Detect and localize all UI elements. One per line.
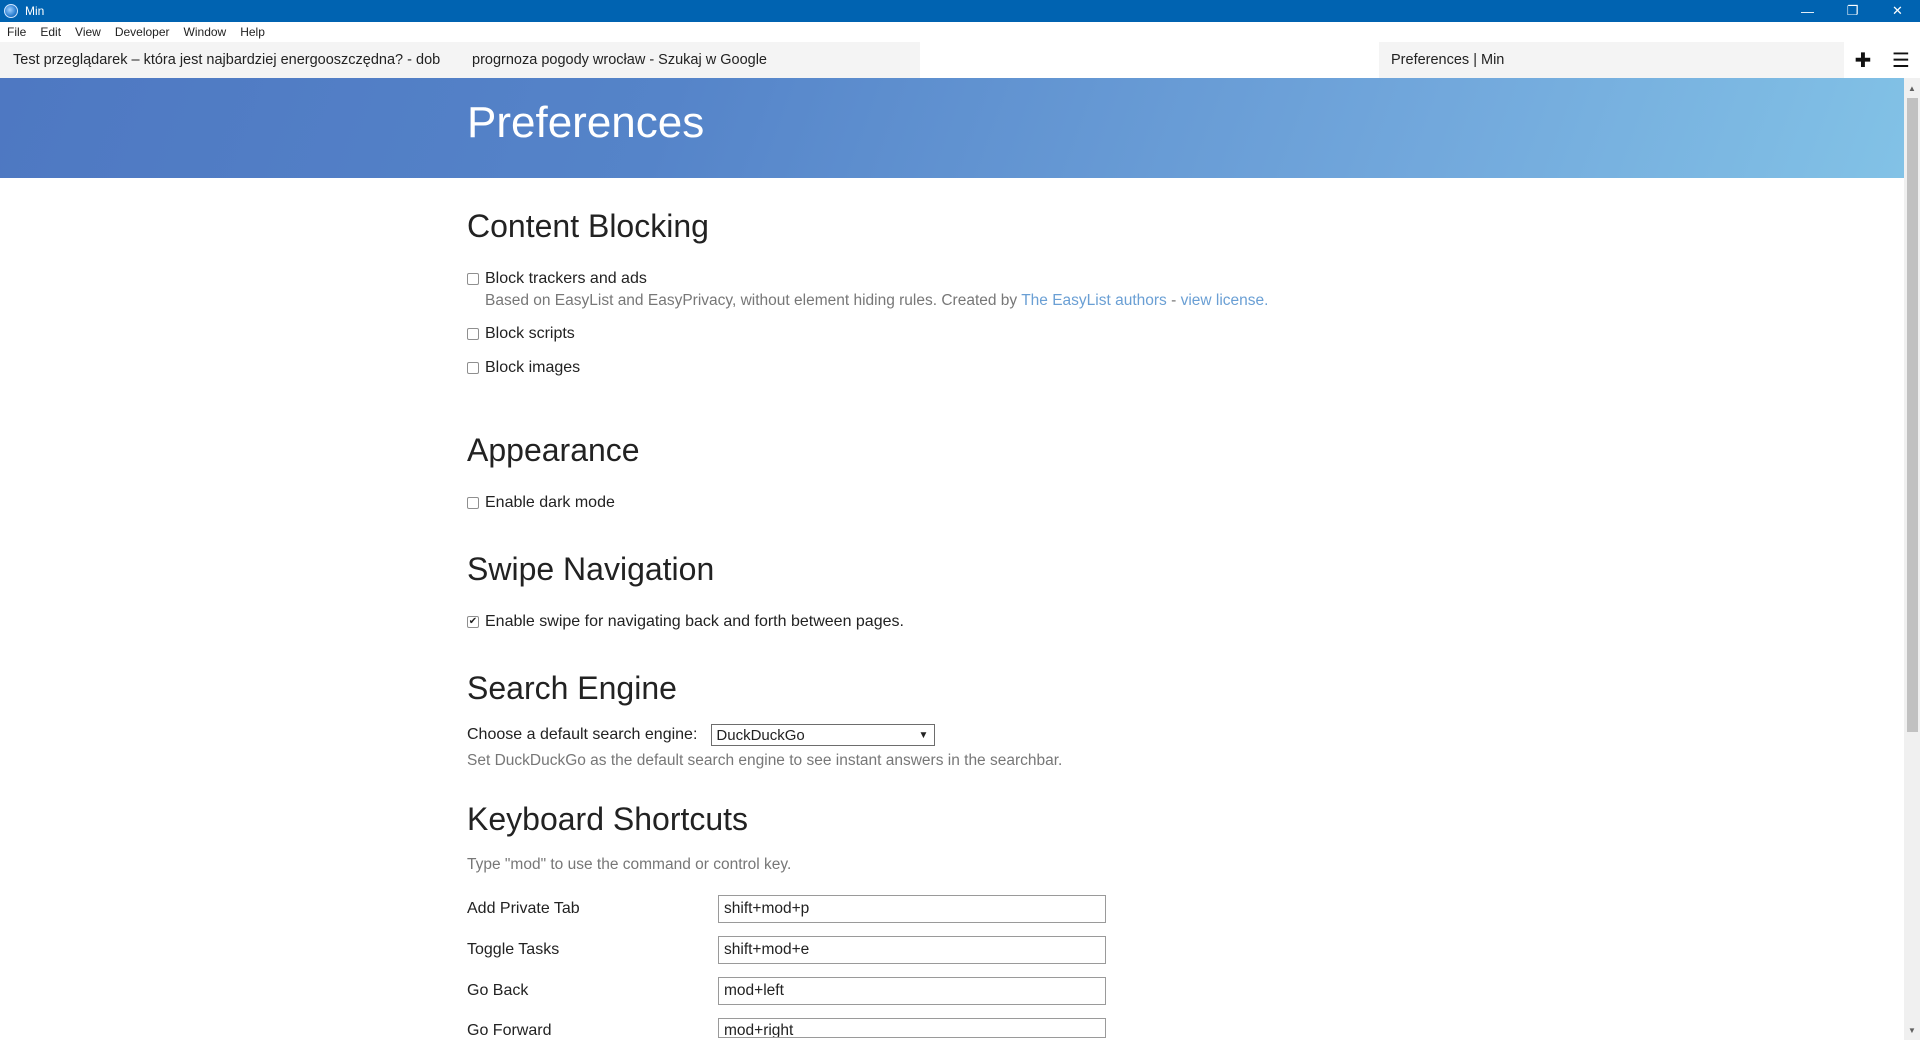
block-images-row[interactable] (467, 359, 580, 377)
dark-mode-row[interactable] (467, 494, 615, 512)
dark-mode-label: Enable dark mode (485, 494, 615, 511)
shortcut-label-add-private-tab: Add Private Tab (467, 900, 580, 917)
chevron-down-icon: ▼ (918, 729, 929, 741)
menu-window[interactable]: Window (183, 25, 227, 39)
appearance-heading: Appearance (467, 432, 640, 468)
tab-preferences[interactable]: Preferences | Min (1391, 52, 1505, 68)
shortcut-input-toggle-tasks[interactable]: shift+mod+e (718, 936, 1106, 964)
dark-mode-checkbox[interactable] (467, 497, 479, 509)
min-app-icon (4, 4, 18, 18)
easylist-authors-link[interactable]: The EasyList authors (1021, 292, 1167, 309)
block-trackers-checkbox[interactable] (467, 273, 479, 285)
scrollbar-thumb[interactable] (1907, 98, 1918, 732)
shortcut-input-go-forward[interactable]: mod+right (718, 1018, 1106, 1038)
block-images-checkbox[interactable] (467, 362, 479, 374)
tab-google-maps[interactable] (920, 42, 1379, 78)
block-images-label: Block images (485, 359, 581, 376)
swipe-row[interactable] (467, 613, 904, 631)
scroll-down-icon[interactable]: ▼ (1908, 1025, 1916, 1035)
minimize-button[interactable]: — (1801, 3, 1814, 19)
add-tab-button[interactable]: ✚ (1844, 42, 1882, 78)
swipe-navigation-heading: Swipe Navigation (467, 551, 715, 587)
search-engine-heading: Search Engine (467, 670, 677, 706)
page-scrollbar[interactable] (1904, 78, 1920, 1040)
shortcut-label-toggle-tasks: Toggle Tasks (467, 941, 560, 958)
block-trackers-row[interactable] (467, 270, 647, 288)
menu-help[interactable]: Help (240, 25, 265, 39)
search-engine-description: Set DuckDuckGo as the default search engine to see instant answers in the searchbar. (467, 752, 1063, 769)
block-trackers-label: Block trackers and ads (485, 270, 647, 287)
search-engine-selected: DuckDuckGo (716, 726, 805, 744)
view-license-link[interactable]: view license. (1180, 292, 1269, 309)
menu-view[interactable]: View (75, 25, 101, 39)
search-engine-label: Choose a default search engine: (467, 726, 698, 743)
content-blocking-description (485, 292, 1268, 310)
shortcut-input-go-back[interactable]: mod+left (718, 977, 1106, 1005)
tab-weather-search[interactable]: progrnoza pogody wrocław - Szukaj w Google (472, 52, 767, 68)
swipe-label: Enable swipe for navigating back and forth between pages. (485, 613, 904, 630)
menu-bar (0, 22, 1920, 42)
block-scripts-row[interactable] (467, 325, 575, 343)
block-scripts-label: Block scripts (485, 325, 575, 342)
search-engine-row (467, 724, 935, 746)
tab-browser-test[interactable]: Test przeglądarek – która jest najbardziej energooszczędna? - dob (13, 52, 441, 68)
menu-edit[interactable]: Edit (40, 25, 62, 39)
close-button[interactable]: ✕ (1892, 3, 1903, 18)
block-scripts-checkbox[interactable] (467, 328, 479, 340)
description-prefix: Based on EasyList and EasyPrivacy, without element hiding rules. Created by (485, 292, 1022, 309)
keyboard-shortcuts-heading: Keyboard Shortcuts (467, 801, 749, 837)
search-engine-select[interactable] (711, 724, 935, 746)
scroll-up-icon[interactable]: ▲ (1908, 83, 1916, 93)
preferences-header (0, 78, 1904, 178)
keyboard-shortcuts-description: Type "mod" to use the command or control key. (467, 856, 792, 873)
tab-bar (0, 42, 1920, 78)
swipe-checkbox[interactable]: ✔ (468, 616, 478, 627)
window-title: Min (25, 4, 45, 18)
page-title: Preferences (467, 98, 705, 147)
tab-actions (1844, 42, 1920, 78)
restore-button[interactable]: ❐ (1846, 3, 1859, 18)
content-blocking-heading: Content Blocking (467, 208, 709, 244)
menu-hamburger-icon[interactable]: ☰ (1882, 42, 1920, 78)
window-controls (1785, 0, 1920, 22)
shortcut-input-add-private-tab[interactable]: shift+mod+p (718, 895, 1106, 923)
shortcut-label-go-forward: Go Forward (467, 1022, 552, 1039)
shortcut-label-go-back: Go Back (467, 982, 529, 999)
menu-developer[interactable]: Developer (114, 25, 170, 39)
link-separator: - (1166, 292, 1181, 309)
window-title-bar (0, 0, 1920, 22)
menu-file[interactable]: File (7, 25, 27, 39)
